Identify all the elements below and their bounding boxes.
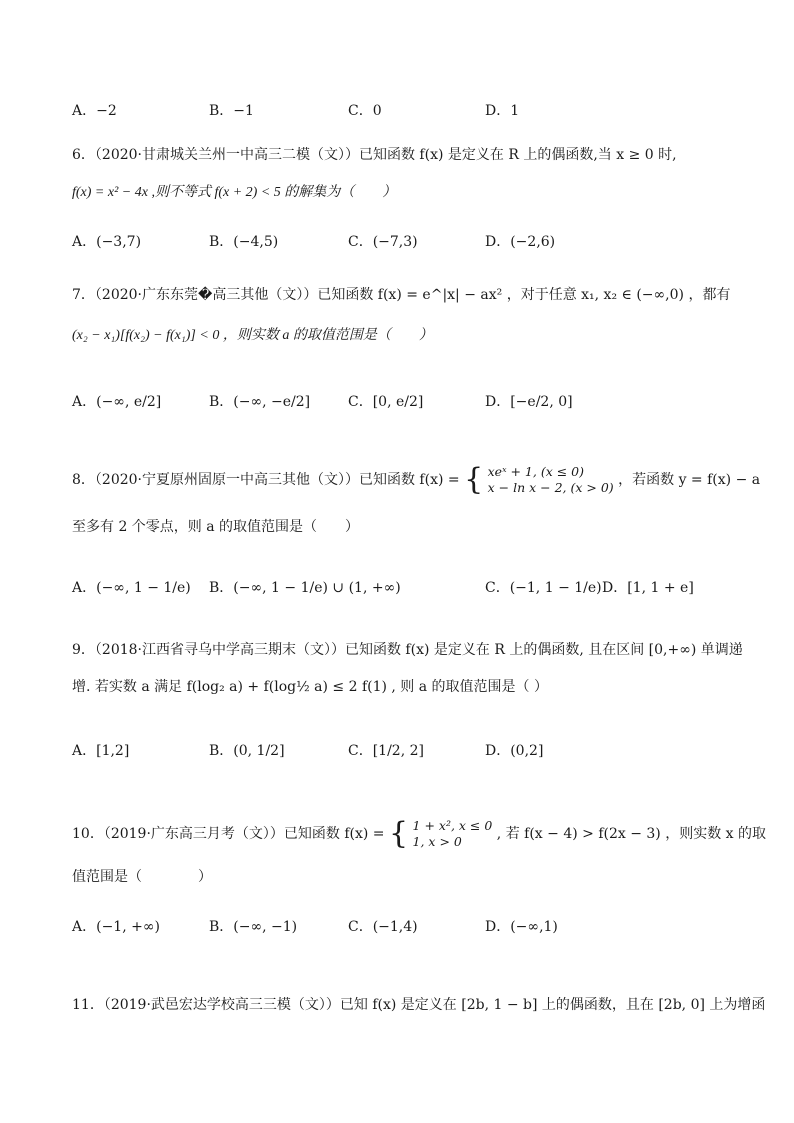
- q6-stem-line2: f(x) = x² − 4x ,则不等式 f(x + 2) < 5 的解集为（ ）: [72, 185, 397, 200]
- q5-option-a: A．−2: [72, 103, 117, 119]
- q10-option-b: B．(−∞, −1): [209, 919, 298, 935]
- q8-option-b: B．(−∞, 1 − 1/e) ∪ (1, +∞): [209, 580, 401, 596]
- q7-option-a: A．(−∞, e/2]: [72, 394, 162, 410]
- q8-stem-line2: 至多有 2 个零点，则 a 的取值范围是（ ）: [72, 519, 360, 535]
- q10-case-1: 1 + x², x ≤ 0: [412, 818, 493, 833]
- q8-case-2: x − ln x − 2, (x > 0): [487, 480, 614, 495]
- q9-stem-line2: 增. 若实数 a 满足 f(log₂ a) + f(log½ a) ≤ 2 f(1) , 则 a 的取值范围是（ ）: [72, 679, 548, 695]
- q10-stem-line2: 值范围是（ ）: [72, 869, 212, 885]
- q6-option-d: D．(−2,6): [485, 234, 556, 250]
- q10-case-2: 1, x > 0: [412, 834, 462, 849]
- piecewise-brace-icon: {: [388, 816, 409, 851]
- q5-option-b: B．−1: [209, 103, 254, 119]
- piecewise-brace-icon: {: [464, 462, 484, 497]
- q7-option-d: D．[−e/2, 0]: [485, 394, 573, 410]
- q10-option-c: C．(−1,4): [348, 919, 418, 935]
- q5-option-c: C．0: [348, 103, 382, 119]
- q10-stem-suffix: , 若 f(x − 4) > f(2x − 3) ，则实数 x 的取: [496, 826, 767, 842]
- q8-option-d: D．[1, 1 + e]: [602, 580, 694, 596]
- q6-option-a: A．(−3,7): [72, 234, 142, 250]
- q10-option-d: D．(−∞,1): [485, 919, 558, 935]
- q8-stem-prefix: 8．（2020·宁夏原州固原一中高三其他（文））已知函数 f(x) =: [72, 472, 460, 488]
- q7-option-b: B．(−∞, −e/2]: [209, 394, 311, 410]
- q10-stem-line1: [72, 818, 766, 850]
- q7-stem-line1: 7．（2020·广东东莞�高三其他（文））已知函数 f(x) = e^|x| − ax² ，对于任意 x₁, x₂ ∈ (−∞,0) ，都有: [72, 287, 731, 303]
- q9-option-a: A．[1,2]: [72, 743, 130, 759]
- q9-stem-line1: 9．（2018·江西省寻乌中学高三期末（文））已知函数 f(x) 是定义在 R 上的偶函数, 且在区间 [0,+∞) 单调递: [72, 642, 743, 658]
- q11-stem-line1: 11．（2019·武邑宏达学校高三三模（文））已知 f(x) 是定义在 [2b, 1 − b] 上的偶函数，且在 [2b, 0] 上为增函: [72, 997, 766, 1013]
- q5-option-d: D．1: [485, 103, 520, 119]
- q8-option-c: C．(−1, 1 − 1/e): [485, 580, 602, 596]
- q8-option-a: A．(−∞, 1 − 1/e): [72, 580, 191, 596]
- q6-option-b: B．(−4,5): [209, 234, 279, 250]
- q8-piecewise: [488, 464, 614, 496]
- q8-stem-line1: [72, 464, 760, 496]
- q6-option-c: C．(−7,3): [348, 234, 418, 250]
- q10-stem-prefix: 10．（2019·广东高三月考（文））已知函数 f(x) =: [72, 826, 385, 842]
- q9-option-d: D．(0,2]: [485, 743, 544, 759]
- q10-option-a: A．(−1, +∞): [72, 919, 160, 935]
- q7-option-c: C．[0, e/2]: [348, 394, 424, 410]
- q8-stem-suffix: ，若函数 y = f(x) − a: [618, 472, 761, 488]
- q8-case-1: xeˣ + 1, (x ≤ 0): [487, 464, 585, 479]
- q6-stem-line1: 6．（2020·甘肃城关兰州一中高三二模（文））已知函数 f(x) 是定义在 R 上的偶函数,当 x ≥ 0 时,: [72, 147, 677, 163]
- q9-option-c: C．[1/2, 2]: [348, 743, 424, 759]
- q10-piecewise: [413, 818, 493, 850]
- q7-stem-line2: (x₂ − x₁)[f(x₂) − f(x₁)] < 0 ，则实数 a 的取值范围是（ ）: [72, 328, 433, 343]
- q9-option-b: B．(0, 1/2]: [209, 743, 285, 759]
